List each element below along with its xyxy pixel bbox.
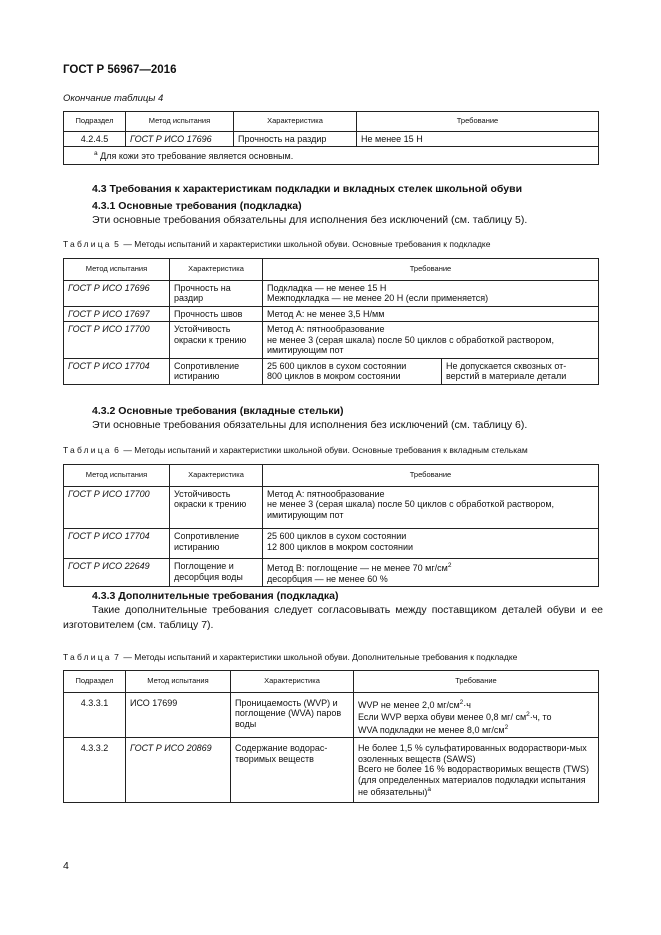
table-row: 4.2.4.5 ГОСТ Р ИСО 17696 Прочность на раздир Не менее 15 Н	[64, 131, 599, 147]
col-header: Требование	[357, 112, 599, 132]
table-row: ГОСТ Р ИСО 17697 Прочность швов Метод А: не менее 3,5 Н/мм	[64, 306, 599, 322]
table-row: ГОСТ Р ИСО 17700 Устойчивость окраски к трению Метод А: пятнообразование не менее 3 (серая шкала) после 50 циклов с обработкой раствором, имитирующим пот	[64, 322, 599, 359]
section-4-3-2-heading: 4.3.2 Основные требования (вкладные стельки)	[92, 405, 344, 417]
table-4	[63, 111, 599, 165]
table-row: ГОСТ Р ИСО 17700 Устойчивость окраски к трению Метод А: пятнообразование не менее 3 (серая шкала) после 50 циклов с обработкой раствором, имитирующим пот	[64, 486, 599, 529]
table-continuation-caption: Окончание таблицы 4	[63, 93, 164, 104]
table-footnote-row	[64, 147, 599, 165]
col-header: Подраздел	[64, 112, 126, 132]
paragraph-4-3-2: Эти основные требования обязательны для исполнения без исключений (см. таблицу 6).	[92, 419, 528, 431]
col-header: Характеристика	[231, 671, 354, 693]
table-6	[63, 464, 599, 587]
col-header: Характеристика	[170, 465, 263, 487]
col-header: Требование	[263, 465, 599, 487]
table-row: 4.3.3.1 ИСО 17699 Проницаемость (WVP) и поглощение (WVA) паров воды WVP не менее 2,0 $мг/см^2\cdot ч$ Если WVP верха обуви менее 0,8 мг/ $см^2\cdot ч$, то WVA подкладки не менее 8,0 $мг/см^2$	[64, 692, 599, 738]
col-header: Характеристика	[234, 112, 357, 132]
table-5	[63, 258, 599, 385]
table-7-caption: Таблица 7 — Методы испытаний и характеристики школьной обуви. Дополнительные требования к подкладке	[63, 652, 518, 662]
document-header: ГОСТ Р 56967—2016	[63, 64, 177, 76]
section-4-3-3-heading: 4.3.3 Дополнительные требования (подкладка)	[92, 590, 339, 602]
col-header: Метод испытания	[64, 465, 170, 487]
table-row: ГОСТ Р ИСО 17704 Сопротивление истиранию 25 600 циклов в сухом состоянии 800 циклов в мокром состоянии Не допускается сквозных от-верстий в материале детали	[64, 358, 599, 384]
table-row: ГОСТ Р ИСО 17704 Сопротивление истиранию 25 600 циклов в сухом состоянии 12 800 циклов в мокром состоянии	[64, 529, 599, 559]
paragraph-4-3-3: Такие дополнительные требования следует согласовывать между поставщиком деталей обуви и ее изготовителем (см. таблицу 7).	[63, 604, 603, 631]
table-row: ГОСТ Р ИСО 17696 Прочность на раздир Подкладка — не менее 15 Н Межподкладка — не менее 20 Н (если применяется)	[64, 280, 599, 306]
table-7	[63, 670, 599, 803]
footnote-text: Для кожи это требование является основным.	[97, 151, 294, 161]
col-header: Метод испытания	[126, 671, 231, 693]
table-6-caption: Таблица 6 — Методы испытаний и характеристики школьной обуви. Основные требования к вкладным стелькам	[63, 445, 528, 455]
footnote-mark: a	[94, 150, 98, 157]
col-header: Подраздел	[64, 671, 126, 693]
col-header: Характеристика	[170, 259, 263, 281]
table-5-caption: Таблица 5 — Методы испытаний и характеристики школьной обуви. Основные требования к подкладке	[63, 239, 491, 249]
page-number: 4	[63, 860, 69, 872]
col-header: Метод испытания	[64, 259, 170, 281]
col-header: Требование	[263, 259, 599, 281]
col-header: Требование	[354, 671, 599, 693]
paragraph-4-3-1: Эти основные требования обязательны для исполнения без исключений (см. таблицу 5).	[92, 214, 528, 226]
table-row: 4.3.3.2 ГОСТ Р ИСО 20869 Содержание водорас-творимых веществ Не более 1,5 % сульфатированных водораствори-мых озоленных веществ (SAWS) Всего не более 16 % водорастворимых веществ (TWS) (для определенных материалов подкладки испытания не обязательны)$^a$	[64, 738, 599, 803]
section-4-3-heading: 4.3 Требования к характеристикам подкладки и вкладных стелек школьной обуви	[92, 183, 523, 195]
section-4-3-1-heading: 4.3.1 Основные требования (подкладка)	[92, 200, 302, 212]
table-row: ГОСТ Р ИСО 22649 Поглощение и десорбция воды Метод В: поглощение — не менее 70 $мг/см^2$ десорбция — не менее 60 %	[64, 559, 599, 587]
col-header: Метод испытания	[126, 112, 234, 132]
